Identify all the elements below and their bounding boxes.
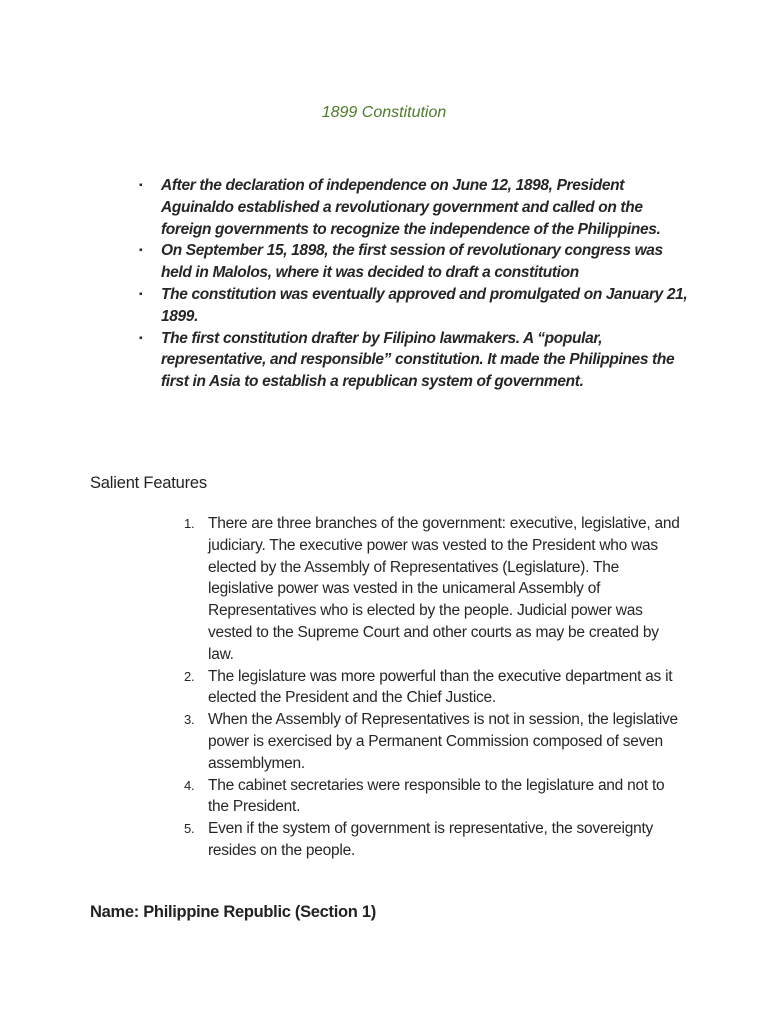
bullet-text: The first constitution drafter by Filipino lawmakers. A “popular, representative, and responsible” constitution. It made the Philippines the first in Asia to establish a republican system of government.	[161, 329, 675, 391]
item-number: 1.	[184, 516, 195, 531]
feature-text: The cabinet secretaries were responsible to the legislature and not to the President.	[208, 776, 665, 816]
bullet-text: After the declaration of independence on June 12, 1898, President Aguinaldo established a revolutionary government and called on the foreign governments to recognize the independence of the Philippines.	[161, 177, 661, 238]
feature-text: When the Assembly of Representatives is not in session, the legislative power is exercised by a Permanent Commission composed of seven assemblymen.	[208, 711, 678, 772]
list-item	[139, 175, 691, 240]
name-line: Name: Philippine Republic (Section 1)	[90, 903, 376, 921]
feature-text: The legislature was more powerful than the executive department as it elected the President and the Chief Justice.	[208, 667, 673, 707]
item-number: 5.	[184, 821, 195, 837]
feature-text: Even if the system of government is representative, the sovereignty resides on the people.	[208, 820, 654, 859]
list-item	[184, 775, 688, 819]
item-number: 3.	[184, 712, 195, 728]
bullet-text: The constitution was eventually approved and promulgated on January 21, 1899.	[161, 285, 688, 325]
intro-bullet-list	[139, 175, 691, 393]
list-item	[184, 709, 688, 774]
list-item	[184, 666, 688, 710]
list-item	[139, 284, 691, 328]
list-item	[139, 328, 691, 393]
section-heading-salient-features: Salient Features	[90, 474, 207, 492]
list-item	[139, 240, 691, 284]
item-number: 2.	[184, 668, 195, 684]
bullet-text: On September 15, 1898, the first session of revolutionary congress was held in Malolos, where it was decided to draft a constitution	[161, 242, 663, 282]
features-numbered-list	[184, 513, 688, 862]
list-item	[184, 513, 688, 666]
bullet-marker: ▪	[139, 332, 143, 344]
bullet-marker: ▪	[139, 180, 143, 191]
item-number: 4.	[184, 777, 195, 793]
feature-text: There are three branches of the government: executive, legislative, and judiciary. The executive power was vested to the President who was elected by the Assembly of Representatives (Legislature). The legislative power was vested in the unicameral Assembly of Representatives who is elected by the people. Judicial power was vested to the Supreme Court and other courts as may be created by law.	[208, 515, 680, 663]
list-item	[184, 818, 688, 862]
document-title: 1899 Constitution	[321, 104, 447, 121]
bullet-marker: ▪	[139, 288, 143, 300]
bullet-marker: ▪	[139, 245, 143, 257]
